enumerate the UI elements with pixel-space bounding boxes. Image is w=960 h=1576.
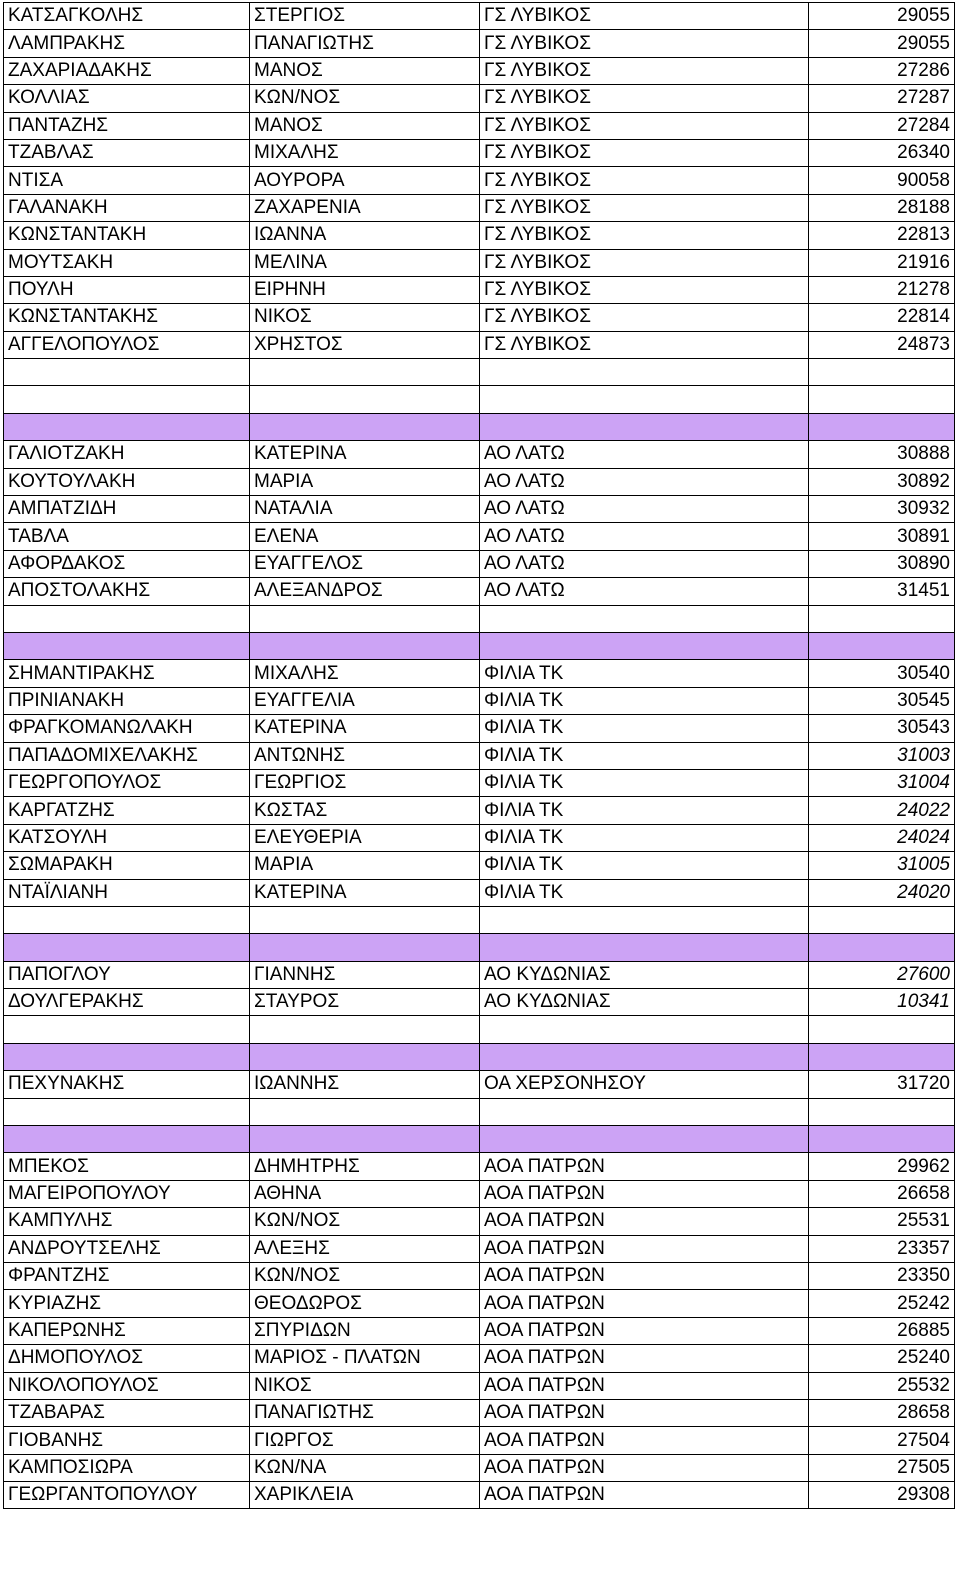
cell-club: ΓΣ ΛΥΒΙΚΟΣ <box>480 331 809 358</box>
table-row <box>4 30 955 57</box>
cell-id: 24022 <box>809 797 955 824</box>
table-row <box>4 496 955 523</box>
cell-id: 29055 <box>809 3 955 30</box>
cell-club: ΦΙΛΙΑ ΤΚ <box>480 742 809 769</box>
table-row <box>4 139 955 166</box>
table-row <box>4 1262 955 1289</box>
cell-id <box>809 906 955 933</box>
table-row <box>4 276 955 303</box>
cell-first-name: ΝΑΤΑΛΙΑ <box>250 496 480 523</box>
cell-id: 29055 <box>809 30 955 57</box>
cell-club: ΓΣ ΛΥΒΙΚΟΣ <box>480 276 809 303</box>
cell-id: 30888 <box>809 441 955 468</box>
cell-surname: ΑΠΟΣΤΟΛΑΚΗΣ <box>4 578 250 605</box>
table-row <box>4 1399 955 1426</box>
cell-surname: ΔΟΥΛΓΕΡΑΚΗΣ <box>4 989 250 1016</box>
cell-surname <box>4 1098 250 1125</box>
cell-club: ΦΙΛΙΑ ΤΚ <box>480 687 809 714</box>
cell-first-name: ΜΙΧΑΛΗΣ <box>250 660 480 687</box>
table-row <box>4 687 955 714</box>
cell-surname: ΤΑΒΛΑ <box>4 523 250 550</box>
table-row <box>4 550 955 577</box>
cell-surname: ΦΡΑΓΚΟΜΑΝΩΛΑΚΗ <box>4 715 250 742</box>
cell-surname: ΠΡΙΝΙΑΝΑΚΗ <box>4 687 250 714</box>
cell-surname: ΣΩΜΑΡΑΚΗ <box>4 852 250 879</box>
table-row <box>4 331 955 358</box>
table-row <box>4 1345 955 1372</box>
cell-club: ΦΙΛΙΑ ΤΚ <box>480 660 809 687</box>
cell-id: 24024 <box>809 824 955 851</box>
cell-club: ΦΙΛΙΑ ΤΚ <box>480 824 809 851</box>
cell-surname: ΚΟΛΛΙΑΣ <box>4 85 250 112</box>
cell-surname: ΔΗΜΟΠΟΥΛΟΣ <box>4 1345 250 1372</box>
cell-club: ΦΙΛΙΑ ΤΚ <box>480 715 809 742</box>
cell-first-name <box>250 906 480 933</box>
cell-first-name <box>250 359 480 386</box>
cell-id: 27504 <box>809 1427 955 1454</box>
cell-club: ΓΣ ΛΥΒΙΚΟΣ <box>480 57 809 84</box>
cell-surname: ΚΩΝΣΤΑΝΤΑΚΗΣ <box>4 304 250 331</box>
cell-club: ΓΣ ΛΥΒΙΚΟΣ <box>480 167 809 194</box>
cell-club: ΦΙΛΙΑ ΤΚ <box>480 769 809 796</box>
cell-club: ΦΙΛΙΑ ΤΚ <box>480 879 809 906</box>
cell-club: ΦΙΛΙΑ ΤΚ <box>480 852 809 879</box>
cell-club: ΑΟΑ ΠΑΤΡΩΝ <box>480 1153 809 1180</box>
cell-club: ΓΣ ΛΥΒΙΚΟΣ <box>480 112 809 139</box>
cell-first-name: ΧΑΡΙΚΛΕΙΑ <box>250 1482 480 1509</box>
cell-id: 27287 <box>809 85 955 112</box>
table-row <box>4 989 955 1016</box>
cell-surname: ΝΙΚΟΛΟΠΟΥΛΟΣ <box>4 1372 250 1399</box>
table-row <box>4 769 955 796</box>
cell-first-name: ΣΠΥΡΙΔΩΝ <box>250 1317 480 1344</box>
cell-club: ΓΣ ΛΥΒΙΚΟΣ <box>480 139 809 166</box>
cell-club: ΑΟΑ ΠΑΤΡΩΝ <box>480 1290 809 1317</box>
cell-club <box>480 413 809 440</box>
cell-id: 28188 <box>809 194 955 221</box>
cell-surname: ΓΙΟΒΑΝΗΣ <box>4 1427 250 1454</box>
cell-id: 10341 <box>809 989 955 1016</box>
cell-first-name: ΜΑΝΟΣ <box>250 57 480 84</box>
cell-club: ΑΟ ΛΑΤΩ <box>480 441 809 468</box>
table-row <box>4 1317 955 1344</box>
cell-club: ΟΑ ΧΕΡΣΟΝΗΣΟΥ <box>480 1071 809 1098</box>
cell-first-name: ΑΛΕΞΑΝΔΡΟΣ <box>250 578 480 605</box>
cell-first-name: ΘΕΟΔΩΡΟΣ <box>250 1290 480 1317</box>
table-row <box>4 797 955 824</box>
cell-id: 22814 <box>809 304 955 331</box>
cell-first-name <box>250 413 480 440</box>
cell-surname: ΑΦΟΡΔΑΚΟΣ <box>4 550 250 577</box>
cell-first-name: ΚΑΤΕΡΙΝΑ <box>250 441 480 468</box>
cell-id <box>809 413 955 440</box>
table-row <box>4 85 955 112</box>
cell-id: 25240 <box>809 1345 955 1372</box>
cell-surname: ΚΑΜΠΟΣΙΩΡΑ <box>4 1454 250 1481</box>
cell-surname: ΜΑΓΕΙΡΟΠΟΥΛΟΥ <box>4 1180 250 1207</box>
cell-club: ΑΟΑ ΠΑΤΡΩΝ <box>480 1317 809 1344</box>
cell-surname: ΠΑΝΤΑΖΗΣ <box>4 112 250 139</box>
cell-id: 31004 <box>809 769 955 796</box>
cell-first-name: ΚΩΝ/ΝΑ <box>250 1454 480 1481</box>
table-row <box>4 1482 955 1509</box>
empty-row <box>4 906 955 933</box>
table-row <box>4 3 955 30</box>
cell-first-name: ΕΥΑΓΓΕΛΟΣ <box>250 550 480 577</box>
table-row <box>4 578 955 605</box>
cell-id: 25242 <box>809 1290 955 1317</box>
cell-first-name <box>250 934 480 961</box>
cell-club: ΑΟΑ ΠΑΤΡΩΝ <box>480 1454 809 1481</box>
table-row <box>4 167 955 194</box>
cell-surname: ΚΑΠΕΡΩΝΗΣ <box>4 1317 250 1344</box>
cell-club: ΑΟ ΛΑΤΩ <box>480 523 809 550</box>
cell-club: ΑΟΑ ΠΑΤΡΩΝ <box>480 1235 809 1262</box>
cell-surname: ΣΗΜΑΝΤΙΡΑΚΗΣ <box>4 660 250 687</box>
cell-club <box>480 1016 809 1043</box>
cell-surname: ΚΩΝΣΤΑΝΤΑΚΗ <box>4 222 250 249</box>
table-row <box>4 961 955 988</box>
cell-surname: ΤΖΑΒΑΡΑΣ <box>4 1399 250 1426</box>
cell-surname: ΑΓΓΕΛΟΠΟΥΛΟΣ <box>4 331 250 358</box>
cell-surname: ΓΕΩΡΓΟΠΟΥΛΟΣ <box>4 769 250 796</box>
table-row <box>4 715 955 742</box>
cell-surname: ΖΑΧΑΡΙΑΔΑΚΗΣ <box>4 57 250 84</box>
empty-row <box>4 1016 955 1043</box>
cell-surname: ΑΝΔΡΟΥΤΣΕΛΗΣ <box>4 1235 250 1262</box>
cell-club: ΓΣ ΛΥΒΙΚΟΣ <box>480 85 809 112</box>
cell-first-name <box>250 1098 480 1125</box>
cell-surname <box>4 386 250 413</box>
table-row <box>4 222 955 249</box>
cell-club: ΓΣ ΛΥΒΙΚΟΣ <box>480 194 809 221</box>
cell-club: ΑΟΑ ΠΑΤΡΩΝ <box>480 1345 809 1372</box>
cell-first-name: ΚΩΝ/ΝΟΣ <box>250 1262 480 1289</box>
cell-id: 25531 <box>809 1208 955 1235</box>
table-row <box>4 1208 955 1235</box>
table-row <box>4 523 955 550</box>
cell-club: ΑΟ ΛΑΤΩ <box>480 496 809 523</box>
cell-club: ΑΟ ΚΥΔΩΝΙΑΣ <box>480 961 809 988</box>
cell-club: ΦΙΛΙΑ ΤΚ <box>480 797 809 824</box>
cell-surname: ΠΟΥΛΗ <box>4 276 250 303</box>
cell-first-name: ΕΥΑΓΓΕΛΙΑ <box>250 687 480 714</box>
empty-row <box>4 359 955 386</box>
cell-surname: ΠΕΧΥΝΑΚΗΣ <box>4 1071 250 1098</box>
cell-club: ΓΣ ΛΥΒΙΚΟΣ <box>480 304 809 331</box>
table-row <box>4 468 955 495</box>
cell-id: 23350 <box>809 1262 955 1289</box>
cell-id: 26658 <box>809 1180 955 1207</box>
cell-id <box>809 934 955 961</box>
cell-first-name: ΣΤΕΡΓΙΟΣ <box>250 3 480 30</box>
cell-first-name: ΓΙΑΝΝΗΣ <box>250 961 480 988</box>
cell-surname: ΚΟΥΤΟΥΛΑΚΗ <box>4 468 250 495</box>
cell-first-name: ΝΙΚΟΣ <box>250 1372 480 1399</box>
cell-id: 27505 <box>809 1454 955 1481</box>
cell-id: 27286 <box>809 57 955 84</box>
cell-id: 31003 <box>809 742 955 769</box>
cell-club <box>480 359 809 386</box>
cell-id: 30892 <box>809 468 955 495</box>
cell-id: 24873 <box>809 331 955 358</box>
cell-id: 24020 <box>809 879 955 906</box>
cell-club: ΑΟΑ ΠΑΤΡΩΝ <box>480 1482 809 1509</box>
table-row <box>4 742 955 769</box>
separator-row <box>4 934 955 961</box>
cell-surname: ΚΑΤΣΑΓΚΟΛΗΣ <box>4 3 250 30</box>
cell-club: ΑΟ ΛΑΤΩ <box>480 468 809 495</box>
cell-club: ΑΟΑ ΠΑΤΡΩΝ <box>480 1208 809 1235</box>
cell-first-name: ΠΑΝΑΓΙΩΤΗΣ <box>250 30 480 57</box>
table-row <box>4 879 955 906</box>
table-row <box>4 194 955 221</box>
cell-club <box>480 934 809 961</box>
cell-surname: ΓΕΩΡΓΑΝΤΟΠΟΥΛΟΥ <box>4 1482 250 1509</box>
cell-club <box>480 1098 809 1125</box>
cell-surname: ΚΑΡΓΑΤΖΗΣ <box>4 797 250 824</box>
cell-first-name: ΚΑΤΕΡΙΝΑ <box>250 715 480 742</box>
cell-surname: ΓΑΛΙΟΤΖΑΚΗ <box>4 441 250 468</box>
cell-id <box>809 1126 955 1153</box>
cell-club <box>480 1043 809 1070</box>
cell-first-name: ΓΕΩΡΓΙΟΣ <box>250 769 480 796</box>
cell-surname: ΛΑΜΠΡΑΚΗΣ <box>4 30 250 57</box>
cell-club <box>480 1126 809 1153</box>
cell-id: 30540 <box>809 660 955 687</box>
cell-first-name: ΧΡΗΣΤΟΣ <box>250 331 480 358</box>
table-row <box>4 1427 955 1454</box>
cell-first-name: ΙΩΑΝΝΗΣ <box>250 1071 480 1098</box>
empty-row <box>4 605 955 632</box>
cell-id <box>809 386 955 413</box>
cell-id <box>809 1016 955 1043</box>
cell-club: ΑΟΑ ΠΑΤΡΩΝ <box>480 1372 809 1399</box>
table-row <box>4 1372 955 1399</box>
cell-first-name: ΙΩΑΝΝΑ <box>250 222 480 249</box>
cell-id <box>809 605 955 632</box>
cell-id: 90058 <box>809 167 955 194</box>
table-row <box>4 1290 955 1317</box>
cell-surname: ΚΑΜΠΥΛΗΣ <box>4 1208 250 1235</box>
cell-id <box>809 1043 955 1070</box>
cell-club: ΑΟ ΛΑΤΩ <box>480 578 809 605</box>
cell-first-name: ΕΛΕΝΑ <box>250 523 480 550</box>
cell-id: 25532 <box>809 1372 955 1399</box>
cell-surname <box>4 413 250 440</box>
cell-club <box>480 906 809 933</box>
cell-id: 26340 <box>809 139 955 166</box>
separator-row <box>4 1043 955 1070</box>
cell-id: 30543 <box>809 715 955 742</box>
table-row <box>4 1180 955 1207</box>
cell-id: 27284 <box>809 112 955 139</box>
cell-first-name: ΚΩΝ/ΝΟΣ <box>250 85 480 112</box>
cell-surname: ΚΑΤΣΟΥΛΗ <box>4 824 250 851</box>
cell-id: 23357 <box>809 1235 955 1262</box>
cell-id: 22813 <box>809 222 955 249</box>
cell-first-name: ΜΑΡΙΟΣ - ΠΛΑΤΩΝ <box>250 1345 480 1372</box>
cell-first-name: ΓΙΩΡΓΟΣ <box>250 1427 480 1454</box>
cell-surname <box>4 1126 250 1153</box>
cell-first-name: ΚΩΣΤΑΣ <box>250 797 480 824</box>
cell-id: 31451 <box>809 578 955 605</box>
cell-id: 31720 <box>809 1071 955 1098</box>
cell-club: ΑΟ ΛΑΤΩ <box>480 550 809 577</box>
separator-row <box>4 413 955 440</box>
cell-surname: ΜΟΥΤΣΑΚΗ <box>4 249 250 276</box>
cell-club: ΑΟΑ ΠΑΤΡΩΝ <box>480 1399 809 1426</box>
cell-id: 29962 <box>809 1153 955 1180</box>
cell-surname: ΝΤΑΪΛΙΑΝΗ <box>4 879 250 906</box>
cell-surname: ΠΑΠΑΔΟΜΙΧΕΛΑΚΗΣ <box>4 742 250 769</box>
cell-id: 26885 <box>809 1317 955 1344</box>
cell-surname <box>4 906 250 933</box>
cell-surname <box>4 1016 250 1043</box>
cell-first-name <box>250 1043 480 1070</box>
cell-first-name: ΜΙΧΑΛΗΣ <box>250 139 480 166</box>
table-row <box>4 249 955 276</box>
cell-id <box>809 359 955 386</box>
table-row <box>4 852 955 879</box>
cell-id: 21278 <box>809 276 955 303</box>
cell-id <box>809 632 955 659</box>
table-row <box>4 1235 955 1262</box>
cell-first-name: ΣΤΑΥΡΟΣ <box>250 989 480 1016</box>
cell-club: ΑΟΑ ΠΑΤΡΩΝ <box>480 1427 809 1454</box>
cell-club <box>480 605 809 632</box>
cell-id <box>809 1098 955 1125</box>
cell-id: 27600 <box>809 961 955 988</box>
cell-id: 30545 <box>809 687 955 714</box>
cell-club: ΓΣ ΛΥΒΙΚΟΣ <box>480 3 809 30</box>
empty-row <box>4 386 955 413</box>
table-row <box>4 824 955 851</box>
cell-first-name <box>250 605 480 632</box>
cell-first-name <box>250 1126 480 1153</box>
cell-first-name: ΚΩΝ/ΝΟΣ <box>250 1208 480 1235</box>
cell-first-name: ΖΑΧΑΡΕΝΙΑ <box>250 194 480 221</box>
cell-club <box>480 632 809 659</box>
table-row <box>4 304 955 331</box>
cell-surname: ΤΖΑΒΛΑΣ <box>4 139 250 166</box>
cell-club <box>480 386 809 413</box>
cell-first-name: ΜΑΡΙΑ <box>250 468 480 495</box>
cell-id: 31005 <box>809 852 955 879</box>
cell-first-name <box>250 632 480 659</box>
cell-first-name <box>250 1016 480 1043</box>
cell-first-name: ΜΑΡΙΑ <box>250 852 480 879</box>
cell-first-name: ΑΟΥΡΟΡΑ <box>250 167 480 194</box>
cell-id: 28658 <box>809 1399 955 1426</box>
cell-first-name: ΕΙΡΗΝΗ <box>250 276 480 303</box>
cell-first-name: ΠΑΝΑΓΙΩΤΗΣ <box>250 1399 480 1426</box>
athlete-table <box>3 2 955 1509</box>
cell-surname <box>4 1043 250 1070</box>
table-row <box>4 660 955 687</box>
cell-surname <box>4 605 250 632</box>
cell-id: 30891 <box>809 523 955 550</box>
cell-id: 30890 <box>809 550 955 577</box>
cell-surname: ΝΤΙΣΑ <box>4 167 250 194</box>
cell-club: ΓΣ ΛΥΒΙΚΟΣ <box>480 30 809 57</box>
cell-surname <box>4 359 250 386</box>
cell-first-name: ΑΘΗΝΑ <box>250 1180 480 1207</box>
cell-first-name <box>250 386 480 413</box>
cell-id: 29308 <box>809 1482 955 1509</box>
cell-club: ΑΟ ΚΥΔΩΝΙΑΣ <box>480 989 809 1016</box>
cell-first-name: ΑΝΤΩΝΗΣ <box>250 742 480 769</box>
cell-first-name: ΕΛΕΥΘΕΡΙΑ <box>250 824 480 851</box>
table-row <box>4 57 955 84</box>
separator-row <box>4 632 955 659</box>
cell-id: 21916 <box>809 249 955 276</box>
cell-club: ΓΣ ΛΥΒΙΚΟΣ <box>480 249 809 276</box>
separator-row <box>4 1126 955 1153</box>
cell-first-name: ΚΑΤΕΡΙΝΑ <box>250 879 480 906</box>
cell-club: ΑΟΑ ΠΑΤΡΩΝ <box>480 1262 809 1289</box>
table-row <box>4 441 955 468</box>
cell-surname: ΦΡΑΝΤΖΗΣ <box>4 1262 250 1289</box>
cell-club: ΑΟΑ ΠΑΤΡΩΝ <box>480 1180 809 1207</box>
cell-surname: ΜΠΕΚΟΣ <box>4 1153 250 1180</box>
cell-first-name: ΝΙΚΟΣ <box>250 304 480 331</box>
cell-first-name: ΜΕΛΙΝΑ <box>250 249 480 276</box>
cell-surname <box>4 934 250 961</box>
empty-row <box>4 1098 955 1125</box>
cell-surname: ΓΑΛΑΝΑΚΗ <box>4 194 250 221</box>
cell-surname: ΠΑΠΟΓΛΟΥ <box>4 961 250 988</box>
cell-club: ΓΣ ΛΥΒΙΚΟΣ <box>480 222 809 249</box>
table-row <box>4 112 955 139</box>
cell-surname <box>4 632 250 659</box>
athlete-table-body <box>4 3 955 1509</box>
cell-surname: ΑΜΠΑΤΖΙΔΗ <box>4 496 250 523</box>
cell-first-name: ΑΛΕΞΗΣ <box>250 1235 480 1262</box>
cell-id: 30932 <box>809 496 955 523</box>
table-row <box>4 1153 955 1180</box>
table-row <box>4 1454 955 1481</box>
cell-first-name: ΔΗΜΗΤΡΗΣ <box>250 1153 480 1180</box>
table-row <box>4 1071 955 1098</box>
cell-first-name: ΜΑΝΟΣ <box>250 112 480 139</box>
cell-surname: ΚΥΡΙΑΖΗΣ <box>4 1290 250 1317</box>
